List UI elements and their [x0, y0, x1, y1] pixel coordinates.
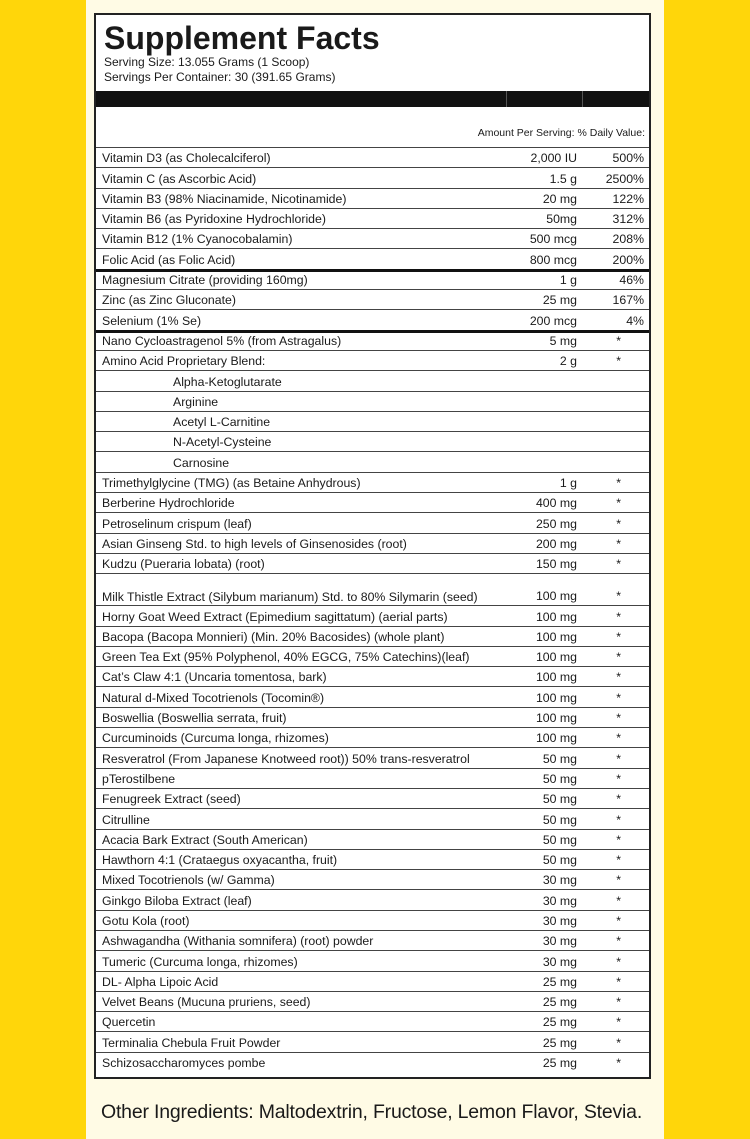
ingredient-row: [96, 330, 649, 350]
daily-value: 46%: [619, 273, 644, 288]
ingredient-name: Kudzu (Pueraria lobata) (root): [102, 557, 265, 572]
ingredient-row: [96, 727, 649, 747]
ingredient-name: Schizosaccharomyces pombe: [102, 1056, 266, 1071]
ingredient-name: Berberine Hydrochloride: [102, 496, 235, 511]
ingredient-name: Bacopa (Bacopa Monnieri) (Min. 20% Bacosides) (whole plant): [102, 629, 445, 644]
ingredient-row: [96, 248, 649, 268]
ingredient-name: Vitamin C (as Ascorbic Acid): [102, 171, 257, 186]
ingredient-amount: 2 g: [559, 354, 577, 369]
ingredient-amount: 100 mg: [535, 589, 577, 604]
ingredient-name: Carnosine: [173, 455, 230, 470]
ingredient-name: Mixed Tocotrienols (w/ Gamma): [102, 873, 275, 888]
daily-value: *: [616, 690, 621, 705]
ingredient-amount: 800 mcg: [529, 252, 577, 267]
ingredient-row: [96, 167, 649, 187]
ingredient-name: Vitamin B3 (98% Niacinamide, Nicotinamide): [102, 191, 347, 206]
blend-component-row: [96, 391, 649, 411]
ingredient-row: [96, 666, 649, 686]
serving-size: Serving Size: 13.055 Grams (1 Scoop): [104, 55, 310, 69]
ingredient-amount: 1 g: [559, 273, 577, 288]
daily-value: *: [616, 670, 621, 685]
ingredient-row: [96, 269, 649, 289]
daily-value: *: [616, 731, 621, 746]
ingredient-row: [96, 533, 649, 553]
ingredient-name: Folic Acid (as Folic Acid): [102, 252, 236, 267]
daily-value: *: [616, 812, 621, 827]
ingredient-amount: 20 mg: [542, 191, 577, 206]
ingredient-name: pTerostilbene: [102, 771, 176, 786]
ingredient-amount: 30 mg: [542, 913, 577, 928]
ingredient-amount: 25 mg: [542, 995, 577, 1010]
ingredient-name: Amino Acid Proprietary Blend:: [102, 354, 266, 369]
ingredient-amount: 1.5 g: [549, 171, 577, 186]
daily-value: *: [616, 589, 621, 604]
ingredient-name: Acacia Bark Extract (South American): [102, 832, 308, 847]
ingredient-name: DL- Alpha Lipoic Acid: [102, 974, 219, 989]
ingredient-amount: 100 mg: [535, 629, 577, 644]
daily-value: *: [616, 1056, 621, 1071]
daily-value: *: [616, 974, 621, 989]
ingredient-amount: 50 mg: [542, 771, 577, 786]
ingredient-amount: 25 mg: [542, 974, 577, 989]
ingredient-row: [96, 768, 649, 788]
ingredient-amount: 25 mg: [542, 1015, 577, 1030]
ingredient-name: Velvet Beans (Mucuna pruriens, seed): [102, 995, 311, 1010]
daily-value: *: [616, 333, 621, 348]
ingredient-row: [96, 1052, 649, 1072]
ingredient-amount: 30 mg: [542, 893, 577, 908]
ingredient-name: Trimethylglycine (TMG) (as Betaine Anhydrous): [102, 476, 361, 491]
ingredient-amount: 30 mg: [542, 934, 577, 949]
ingredient-name: N-Acetyl-Cysteine: [173, 435, 272, 450]
ingredient-amount: 100 mg: [535, 650, 577, 665]
daily-value: 4%: [626, 313, 644, 328]
ingredient-amount: 25 mg: [542, 293, 577, 308]
ingredient-name: Selenium (1% Se): [102, 313, 202, 328]
ingredient-amount: 50 mg: [542, 812, 577, 827]
ingredient-row: [96, 788, 649, 808]
ingredient-amount: 25 mg: [542, 1035, 577, 1050]
daily-value: 2500%: [605, 171, 644, 186]
ingredient-row: [96, 747, 649, 767]
ingredient-name: Alpha-Ketoglutarate: [173, 374, 282, 389]
ingredient-name: Green Tea Ext (95% Polyphenol, 40% EGCG, 75% Catechins)(leaf): [102, 650, 470, 665]
ingredient-row: [96, 573, 649, 605]
ingredient-name: Acetyl L-Carnitine: [173, 415, 271, 430]
ingredient-name: Natural d-Mixed Tocotrienols (Tocomin®): [102, 690, 325, 705]
ingredient-amount: 150 mg: [535, 557, 577, 572]
ingredient-name: Fenugreek Extract (seed): [102, 792, 241, 807]
ingredient-table: [96, 147, 649, 1072]
ingredient-amount: 30 mg: [542, 954, 577, 969]
ingredient-name: Vitamin D3 (as Cholecalciferol): [102, 151, 271, 166]
ingredient-amount: 50 mg: [542, 853, 577, 868]
ingredient-row: [96, 1031, 649, 1051]
ingredient-row: [96, 930, 649, 950]
ingredient-row: [96, 309, 649, 329]
ingredient-row: [96, 808, 649, 828]
ingredient-row: [96, 512, 649, 532]
daily-value: *: [616, 557, 621, 572]
ingredient-row: [96, 686, 649, 706]
ingredient-row: [96, 147, 649, 167]
ingredient-amount: 100 mg: [535, 690, 577, 705]
daily-value: 208%: [612, 232, 644, 247]
ingredient-amount: 5 mg: [549, 333, 577, 348]
daily-value: *: [616, 496, 621, 511]
daily-value: 200%: [612, 252, 644, 267]
daily-value: 312%: [612, 212, 644, 227]
ingredient-row: [96, 289, 649, 309]
ingredient-amount: 250 mg: [535, 516, 577, 531]
ingredient-row: [96, 950, 649, 970]
daily-value: 500%: [612, 151, 644, 166]
ingredient-amount: 100 mg: [535, 670, 577, 685]
right-yellow-strip: [664, 0, 750, 1139]
ingredient-amount: 100 mg: [535, 711, 577, 726]
ingredient-name: Hawthorn 4:1 (Crataegus oxyacantha, fruit): [102, 853, 338, 868]
ingredient-name: Curcuminoids (Curcuma longa, rhizomes): [102, 731, 329, 746]
blend-component-row: [96, 411, 649, 431]
daily-value: *: [616, 893, 621, 908]
ingredient-name: Horny Goat Weed Extract (Epimedium sagittatum) (aerial parts): [102, 609, 448, 624]
daily-value: 167%: [612, 293, 644, 308]
ingredient-name: Citrulline: [102, 812, 150, 827]
ingredient-name: Ginkgo Biloba Extract (leaf): [102, 893, 252, 908]
blend-component-row: [96, 451, 649, 471]
ingredient-amount: 30 mg: [542, 873, 577, 888]
ingredient-amount: 100 mg: [535, 609, 577, 624]
blend-component-row: [96, 370, 649, 390]
daily-value: *: [616, 536, 621, 551]
daily-value: *: [616, 629, 621, 644]
servings-per-container: Servings Per Container: 30 (391.65 Grams): [104, 70, 336, 84]
ingredient-name: Quercetin: [102, 1015, 156, 1030]
ingredient-row: [96, 188, 649, 208]
ingredient-amount: 50 mg: [542, 832, 577, 847]
ingredient-name: Milk Thistle Extract (Silybum marianum) Std. to 80% Silymarin (seed): [102, 590, 478, 605]
daily-value: *: [616, 751, 621, 766]
ingredient-amount: 1 g: [559, 476, 577, 491]
daily-value: *: [616, 1035, 621, 1050]
daily-value: *: [616, 609, 621, 624]
ingredient-row: [96, 208, 649, 228]
ingredient-amount: 25 mg: [542, 1056, 577, 1071]
ingredient-name: Vitamin B12 (1% Cyanocobalamin): [102, 232, 293, 247]
ingredient-amount: 50mg: [546, 212, 577, 227]
ingredient-name: Zinc (as Zinc Gluconate): [102, 293, 236, 308]
ingredient-row: [96, 910, 649, 930]
ingredient-row: [96, 553, 649, 573]
ingredient-row: [96, 991, 649, 1011]
daily-value: *: [616, 476, 621, 491]
daily-value: *: [616, 954, 621, 969]
daily-value: *: [616, 771, 621, 786]
ingredient-name: Resveratrol (From Japanese Knotweed root)) 50% trans-resveratrol: [102, 751, 470, 766]
ingredient-name: Gotu Kola (root): [102, 913, 190, 928]
ingredient-row: [96, 646, 649, 666]
daily-value: *: [616, 354, 621, 369]
ingredient-row: [96, 971, 649, 991]
ingredient-amount: 400 mg: [535, 496, 577, 511]
ingredient-name: Magnesium Citrate (providing 160mg): [102, 273, 308, 288]
daily-value: *: [616, 792, 621, 807]
ingredient-amount: 200 mcg: [529, 313, 577, 328]
ingredient-row: [96, 350, 649, 370]
ingredient-row: [96, 849, 649, 869]
ingredient-name: Petroselinum crispum (leaf): [102, 516, 252, 531]
daily-value: *: [616, 995, 621, 1010]
ingredient-row: [96, 472, 649, 492]
ingredient-name: Ashwagandha (Withania somnifera) (root) powder: [102, 934, 374, 949]
daily-value: *: [616, 873, 621, 888]
daily-value: *: [616, 913, 621, 928]
ingredient-row: [96, 707, 649, 727]
supplement-facts-label: [94, 13, 651, 1079]
header-black-bar: [96, 91, 649, 107]
ingredient-row: [96, 889, 649, 909]
ingredient-row: [96, 492, 649, 512]
ingredient-name: Asian Ginseng Std. to high levels of Ginsenosides (root): [102, 536, 407, 551]
ingredient-row: [96, 1011, 649, 1031]
other-ingredients: Other Ingredients: Maltodextrin, Fructose, Lemon Flavor, Stevia.: [101, 1101, 643, 1123]
blend-component-row: [96, 431, 649, 451]
ingredient-amount: 50 mg: [542, 751, 577, 766]
daily-value: *: [616, 1015, 621, 1030]
daily-value: *: [616, 516, 621, 531]
ingredient-name: Vitamin B6 (as Pyridoxine Hydrochloride): [102, 212, 326, 227]
daily-value: *: [616, 853, 621, 868]
ingredient-name: Cat’s Claw 4:1 (Uncaria tomentosa, bark): [102, 670, 327, 685]
ingredient-row: [96, 829, 649, 849]
amount-per-serving-header: Amount Per Serving: % Daily Value:: [477, 127, 645, 139]
ingredient-amount: 50 mg: [542, 792, 577, 807]
daily-value: *: [616, 934, 621, 949]
ingredient-amount: 500 mcg: [529, 232, 577, 247]
left-yellow-strip: [0, 0, 86, 1139]
label-title: Supplement Facts: [104, 20, 380, 56]
ingredient-name: Tumeric (Curcuma longa, rhizomes): [102, 954, 298, 969]
ingredient-name: Boswellia (Boswellia serrata, fruit): [102, 711, 287, 726]
ingredient-row: [96, 626, 649, 646]
ingredient-row: [96, 605, 649, 625]
ingredient-amount: 100 mg: [535, 731, 577, 746]
ingredient-amount: 2,000 IU: [530, 151, 577, 166]
ingredient-row: [96, 869, 649, 889]
ingredient-amount: 200 mg: [535, 536, 577, 551]
ingredient-name: Arginine: [173, 394, 219, 409]
daily-value: *: [616, 711, 621, 726]
daily-value: *: [616, 832, 621, 847]
ingredient-name: Terminalia Chebula Fruit Powder: [102, 1035, 281, 1050]
daily-value: *: [616, 650, 621, 665]
ingredient-row: [96, 228, 649, 248]
daily-value: 122%: [612, 191, 644, 206]
ingredient-name: Nano Cycloastragenol 5% (from Astragalus): [102, 333, 342, 348]
